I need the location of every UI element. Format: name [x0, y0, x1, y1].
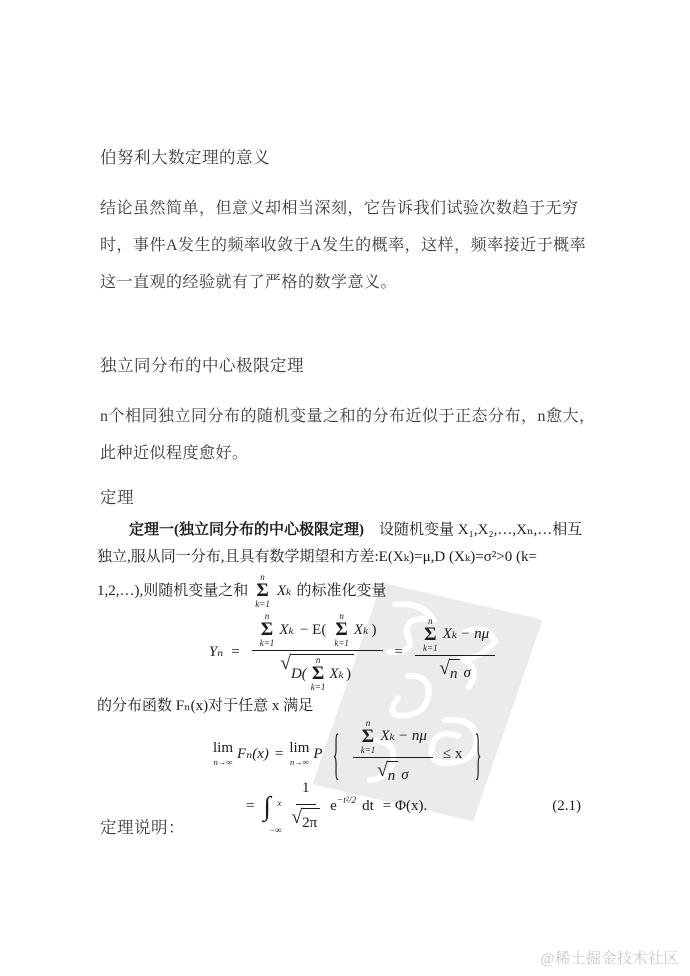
- sigma-variable: σ: [463, 664, 471, 681]
- close-paren: ): [346, 665, 352, 682]
- formula-standardized-variable: [105, 611, 603, 693]
- square-root: √ n: [377, 761, 398, 790]
- equals-sign: =: [394, 643, 404, 660]
- minus-n-mu: − nμ: [460, 626, 490, 643]
- yn-symbol: Yₙ: [208, 643, 224, 660]
- equals-sign: =: [246, 797, 255, 814]
- xk-variable: Xₖ: [380, 728, 395, 745]
- paragraph-bernoulli: [100, 190, 610, 301]
- equals-phi-x: = Φ(x).: [382, 797, 428, 814]
- probability-symbol: P: [313, 745, 323, 762]
- right-brace: }: [474, 722, 482, 786]
- equals-sign: =: [274, 745, 284, 762]
- heading-theorem-explanation: 定理说明：: [100, 818, 185, 837]
- heading-clt-iid: 独立同分布的中心极限定理: [100, 356, 304, 375]
- distribution-function-line: 的分布函数 Fₙ(x)对于任意 x 满足: [97, 698, 314, 715]
- paragraph-line: 此种近似程度愈好。: [100, 445, 249, 462]
- summation-symbol: n Σ k=1: [423, 615, 438, 653]
- n-variable: n: [449, 659, 461, 688]
- square-root: √ n: [439, 659, 460, 688]
- integral-symbol: ∫ x −∞: [263, 790, 282, 836]
- sigma-variable: σ: [401, 766, 409, 783]
- limit-operator: lim n→∞: [213, 740, 234, 768]
- formula-integral-line: [243, 780, 603, 836]
- theorem-line-3: [95, 573, 603, 609]
- fraction-nmu-form: [415, 617, 495, 688]
- paragraph-line: 结论虽然简单，但意义却相当深刻，它告诉我们试验次数趋于无穷: [100, 200, 579, 217]
- paragraph-line: n个相同独立同分布的随机变量之和的分布近似于正态分布，n愈大，: [100, 408, 596, 425]
- summation-symbol: n Σ k=1: [360, 717, 376, 755]
- theorem-line-1: [95, 517, 603, 544]
- summation-symbol: n Σ k=1: [255, 572, 270, 610]
- paragraph-clt: [100, 398, 610, 472]
- theorem-line-3-pre: 1,2,…),则随机变量之和: [97, 582, 249, 599]
- minus-expectation-open: − E(: [299, 621, 327, 638]
- n-variable: n: [387, 761, 399, 790]
- fraction-gaussian-norm: 1 √ 2π: [291, 775, 320, 837]
- theorem-line-2: 独立,服从同一分布,且具有数学期望和方差:E(Xₖ)=μ,D (Xₖ)=σ²>0 (k=: [97, 549, 537, 565]
- exponential-term: e $^{-t^2/2}$: [330, 795, 357, 814]
- limit-operator: lim n→∞: [289, 740, 310, 768]
- left-brace: {: [332, 722, 340, 786]
- square-root: √ D( n Σ k=1 Xₖ ): [280, 654, 354, 692]
- variance-open: D(: [290, 665, 307, 682]
- summation-symbol: n Σ k=1: [310, 655, 326, 693]
- minus-n-mu: − nμ: [397, 728, 427, 745]
- community-watermark: @稀土掘金技术社区: [540, 951, 679, 967]
- summation-symbol: n Σ k=1: [334, 611, 349, 649]
- summation-symbol: n Σ k=1: [259, 611, 275, 649]
- xk-variable: Xₖ: [329, 665, 345, 682]
- theorem-line-1-text: 设随机变量 X₁,X₂,…,Xₙ,…相互: [364, 522, 583, 538]
- fraction-nmu-form: [353, 719, 433, 790]
- leq-x: ≤ x: [442, 745, 463, 762]
- xk-variable: Xₖ: [276, 582, 292, 599]
- heading-bernoulli-meaning: 伯努利大数定理的意义: [100, 148, 270, 167]
- close-paren: ): [371, 621, 377, 638]
- equals-sign: =: [231, 643, 240, 660]
- equation-number: (2.1): [552, 797, 581, 814]
- fraction-expectation-form: [252, 612, 383, 692]
- two-pi: 2π: [301, 808, 320, 837]
- xk-variable: Xₖ: [279, 621, 294, 638]
- theorem-line-3-post: 的标准化变量: [296, 582, 387, 599]
- theorem-title: 定理一(独立同分布的中心极限定理): [129, 522, 364, 538]
- fn-x: Fₙ(x): [237, 745, 269, 762]
- dt-differential: dt: [362, 797, 374, 814]
- xk-variable: Xₖ: [353, 621, 369, 638]
- heading-theorem: 定理: [100, 488, 134, 507]
- square-root: √ 2π: [291, 808, 320, 837]
- paragraph-line: 时，事件A发生的频率收敛于A发生的概率，这样，频率接近于概率: [100, 237, 587, 254]
- paragraph-line: 这一直观的经验就有了严格的数学意义。: [100, 274, 398, 291]
- formula-limit-line: [213, 717, 603, 786]
- xk-variable: Xₖ: [442, 626, 458, 643]
